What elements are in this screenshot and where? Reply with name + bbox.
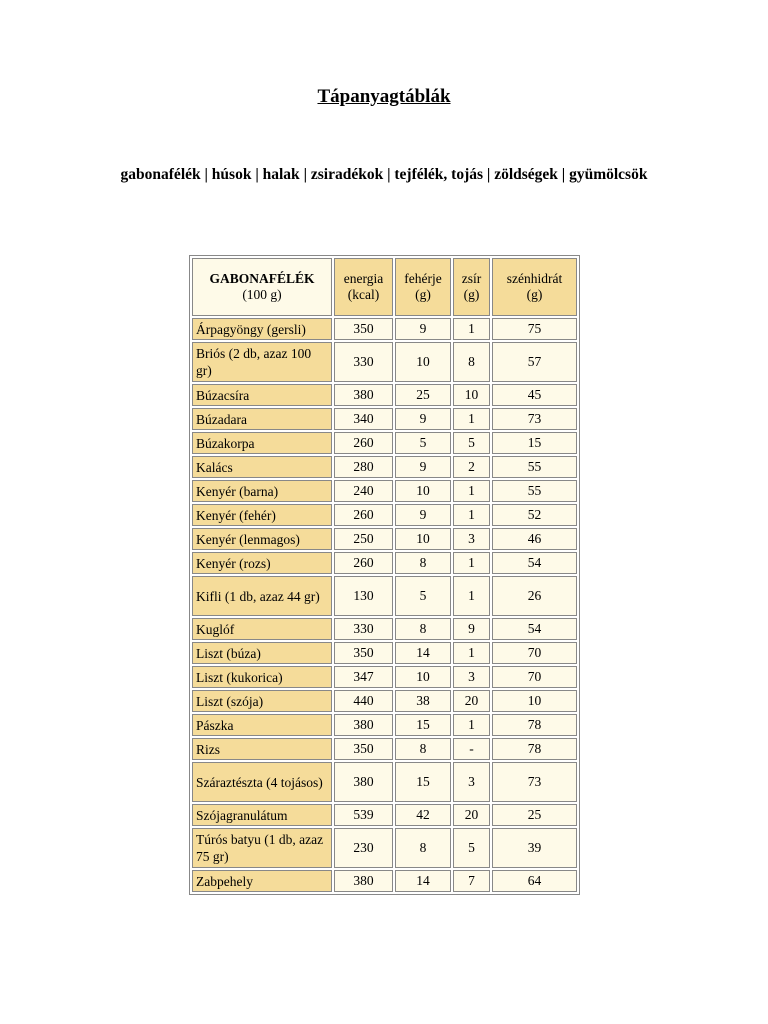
feherje-cell: 10 <box>395 528 451 550</box>
food-name-cell: Búzacsíra <box>192 384 332 406</box>
energia-cell: 350 <box>334 642 393 664</box>
szenhidrat-cell: 75 <box>492 318 577 340</box>
feherje-cell: 8 <box>395 828 451 868</box>
zsir-cell: 1 <box>453 504 490 526</box>
szenhidrat-cell: 54 <box>492 552 577 574</box>
category-unit: (100 g) <box>242 287 282 302</box>
food-name-cell: Kuglóf <box>192 618 332 640</box>
szenhidrat-cell: 52 <box>492 504 577 526</box>
nav-separator: | <box>251 166 263 183</box>
header-zsir <box>453 258 490 316</box>
category-header <box>192 258 332 316</box>
food-name-cell: Liszt (kukorica) <box>192 666 332 688</box>
nav-link-halak[interactable]: halak <box>262 166 300 183</box>
zsir-cell: 10 <box>453 384 490 406</box>
food-name-cell: Rizs <box>192 738 332 760</box>
header-unit: (g) <box>526 287 543 302</box>
header-label: energia <box>343 271 384 286</box>
feherje-cell: 15 <box>395 762 451 802</box>
feherje-cell: 38 <box>395 690 451 712</box>
feherje-cell: 14 <box>395 642 451 664</box>
table-row <box>192 738 577 760</box>
zsir-cell: 1 <box>453 480 490 502</box>
header-unit: (g) <box>415 287 431 302</box>
szenhidrat-cell: 45 <box>492 384 577 406</box>
energia-cell: 240 <box>334 480 393 502</box>
feherje-cell: 10 <box>395 342 451 382</box>
energia-cell: 539 <box>334 804 393 826</box>
szenhidrat-cell: 78 <box>492 738 577 760</box>
energia-cell: 330 <box>334 342 393 382</box>
food-name-cell: Kalács <box>192 456 332 478</box>
zsir-cell: 1 <box>453 552 490 574</box>
feherje-cell: 42 <box>395 804 451 826</box>
zsir-cell: 3 <box>453 762 490 802</box>
szenhidrat-cell: 78 <box>492 714 577 736</box>
zsir-cell: 20 <box>453 690 490 712</box>
header-szenhidrat <box>492 258 577 316</box>
table-row <box>192 552 577 574</box>
zsir-cell: 1 <box>453 576 490 616</box>
energia-cell: 350 <box>334 738 393 760</box>
category-nav <box>120 165 648 185</box>
table-row <box>192 666 577 688</box>
szenhidrat-cell: 57 <box>492 342 577 382</box>
food-name-cell: Liszt (búza) <box>192 642 332 664</box>
page-title <box>0 86 768 108</box>
energia-cell: 380 <box>334 714 393 736</box>
energia-cell: 130 <box>334 576 393 616</box>
szenhidrat-cell: 26 <box>492 576 577 616</box>
nav-separator: | <box>483 166 495 183</box>
page-title-link[interactable]: Tápanyagtáblák <box>317 86 451 107</box>
nav-separator: | <box>200 166 212 183</box>
food-name-cell: Briós (2 db, azaz 100 gr) <box>192 342 332 382</box>
energia-cell: 440 <box>334 690 393 712</box>
szenhidrat-cell: 39 <box>492 828 577 868</box>
category-name: GABONAFÉLÉK <box>209 271 315 286</box>
food-name-cell: Búzakorpa <box>192 432 332 454</box>
nav-link-zoldsegek[interactable]: zöldségek <box>494 166 558 183</box>
feherje-cell: 9 <box>395 456 451 478</box>
food-name-cell: Pászka <box>192 714 332 736</box>
energia-cell: 230 <box>334 828 393 868</box>
table-row <box>192 714 577 736</box>
nutrition-table-wrapper <box>189 255 580 895</box>
zsir-cell: 1 <box>453 408 490 430</box>
food-name-cell: Kenyér (fehér) <box>192 504 332 526</box>
zsir-cell: 9 <box>453 618 490 640</box>
header-label: zsír <box>461 271 482 286</box>
table-row <box>192 762 577 802</box>
feherje-cell: 10 <box>395 666 451 688</box>
food-name-cell: Kenyér (rozs) <box>192 552 332 574</box>
feherje-cell: 8 <box>395 552 451 574</box>
food-name-cell: Kenyér (barna) <box>192 480 332 502</box>
table-row <box>192 432 577 454</box>
szenhidrat-cell: 64 <box>492 870 577 892</box>
szenhidrat-cell: 10 <box>492 690 577 712</box>
szenhidrat-cell: 15 <box>492 432 577 454</box>
energia-cell: 260 <box>334 552 393 574</box>
table-row <box>192 342 577 382</box>
food-name-cell: Liszt (szója) <box>192 690 332 712</box>
szenhidrat-cell: 70 <box>492 642 577 664</box>
nav-link-gyumolcsok[interactable]: gyümölcsök <box>569 166 648 183</box>
zsir-cell: 5 <box>453 432 490 454</box>
feherje-cell: 8 <box>395 618 451 640</box>
szenhidrat-cell: 54 <box>492 618 577 640</box>
energia-cell: 380 <box>334 762 393 802</box>
szenhidrat-cell: 46 <box>492 528 577 550</box>
nav-link-gabonafelek[interactable]: gabonafélék <box>120 166 201 183</box>
nav-separator: | <box>557 166 570 183</box>
energia-cell: 260 <box>334 504 393 526</box>
energia-cell: 250 <box>334 528 393 550</box>
header-label: fehérje <box>404 271 442 286</box>
food-name-cell: Zabpehely <box>192 870 332 892</box>
zsir-cell: 7 <box>453 870 490 892</box>
feherje-cell: 5 <box>395 432 451 454</box>
feherje-cell: 15 <box>395 714 451 736</box>
table-row <box>192 480 577 502</box>
szenhidrat-cell: 25 <box>492 804 577 826</box>
szenhidrat-cell: 55 <box>492 456 577 478</box>
table-header-row <box>192 258 577 316</box>
energia-cell: 330 <box>334 618 393 640</box>
table-body <box>192 318 577 892</box>
szenhidrat-cell: 73 <box>492 408 577 430</box>
nav-separator: | <box>299 166 311 183</box>
table-row <box>192 318 577 340</box>
food-name-cell: Kenyér (lenmagos) <box>192 528 332 550</box>
table-row <box>192 576 577 616</box>
header-unit: (g) <box>463 287 480 302</box>
table-row <box>192 408 577 430</box>
feherje-cell: 9 <box>395 504 451 526</box>
table-row <box>192 642 577 664</box>
szenhidrat-cell: 73 <box>492 762 577 802</box>
feherje-cell: 14 <box>395 870 451 892</box>
nav-separator: | <box>383 166 395 183</box>
energia-cell: 380 <box>334 384 393 406</box>
energia-cell: 340 <box>334 408 393 430</box>
zsir-cell: 20 <box>453 804 490 826</box>
zsir-cell: - <box>453 738 490 760</box>
feherje-cell: 8 <box>395 738 451 760</box>
feherje-cell: 10 <box>395 480 451 502</box>
energia-cell: 380 <box>334 870 393 892</box>
feherje-cell: 5 <box>395 576 451 616</box>
nav-link-zsiradekok[interactable]: zsiradékok <box>310 166 384 183</box>
nav-link-husok[interactable]: húsok <box>211 166 252 183</box>
energia-cell: 280 <box>334 456 393 478</box>
table-row <box>192 384 577 406</box>
food-name-cell: Búzadara <box>192 408 332 430</box>
header-label: szénhidrát <box>506 271 563 286</box>
table-row <box>192 870 577 892</box>
zsir-cell: 3 <box>453 666 490 688</box>
energia-cell: 260 <box>334 432 393 454</box>
food-name-cell: Túrós batyu (1 db, azaz 75 gr) <box>192 828 332 868</box>
zsir-cell: 3 <box>453 528 490 550</box>
feherje-cell: 9 <box>395 318 451 340</box>
table-row <box>192 456 577 478</box>
zsir-cell: 2 <box>453 456 490 478</box>
table-row <box>192 828 577 868</box>
zsir-cell: 8 <box>453 342 490 382</box>
table-row <box>192 804 577 826</box>
zsir-cell: 1 <box>453 318 490 340</box>
zsir-cell: 1 <box>453 642 490 664</box>
feherje-cell: 9 <box>395 408 451 430</box>
szenhidrat-cell: 55 <box>492 480 577 502</box>
header-unit: (kcal) <box>347 287 380 302</box>
table-row <box>192 504 577 526</box>
energia-cell: 347 <box>334 666 393 688</box>
table-row <box>192 618 577 640</box>
feherje-cell: 25 <box>395 384 451 406</box>
zsir-cell: 1 <box>453 714 490 736</box>
table-row <box>192 690 577 712</box>
food-name-cell: Kifli (1 db, azaz 44 gr) <box>192 576 332 616</box>
table-row <box>192 528 577 550</box>
nav-link-tejfelek-tojas[interactable]: tejfélék, tojás <box>394 166 484 183</box>
zsir-cell: 5 <box>453 828 490 868</box>
header-energia <box>334 258 393 316</box>
energia-cell: 350 <box>334 318 393 340</box>
food-name-cell: Száraztészta (4 tojásos) <box>192 762 332 802</box>
food-name-cell: Szójagranulátum <box>192 804 332 826</box>
header-feherje <box>395 258 451 316</box>
food-name-cell: Árpagyöngy (gersli) <box>192 318 332 340</box>
szenhidrat-cell: 70 <box>492 666 577 688</box>
nutrition-table <box>189 255 580 895</box>
